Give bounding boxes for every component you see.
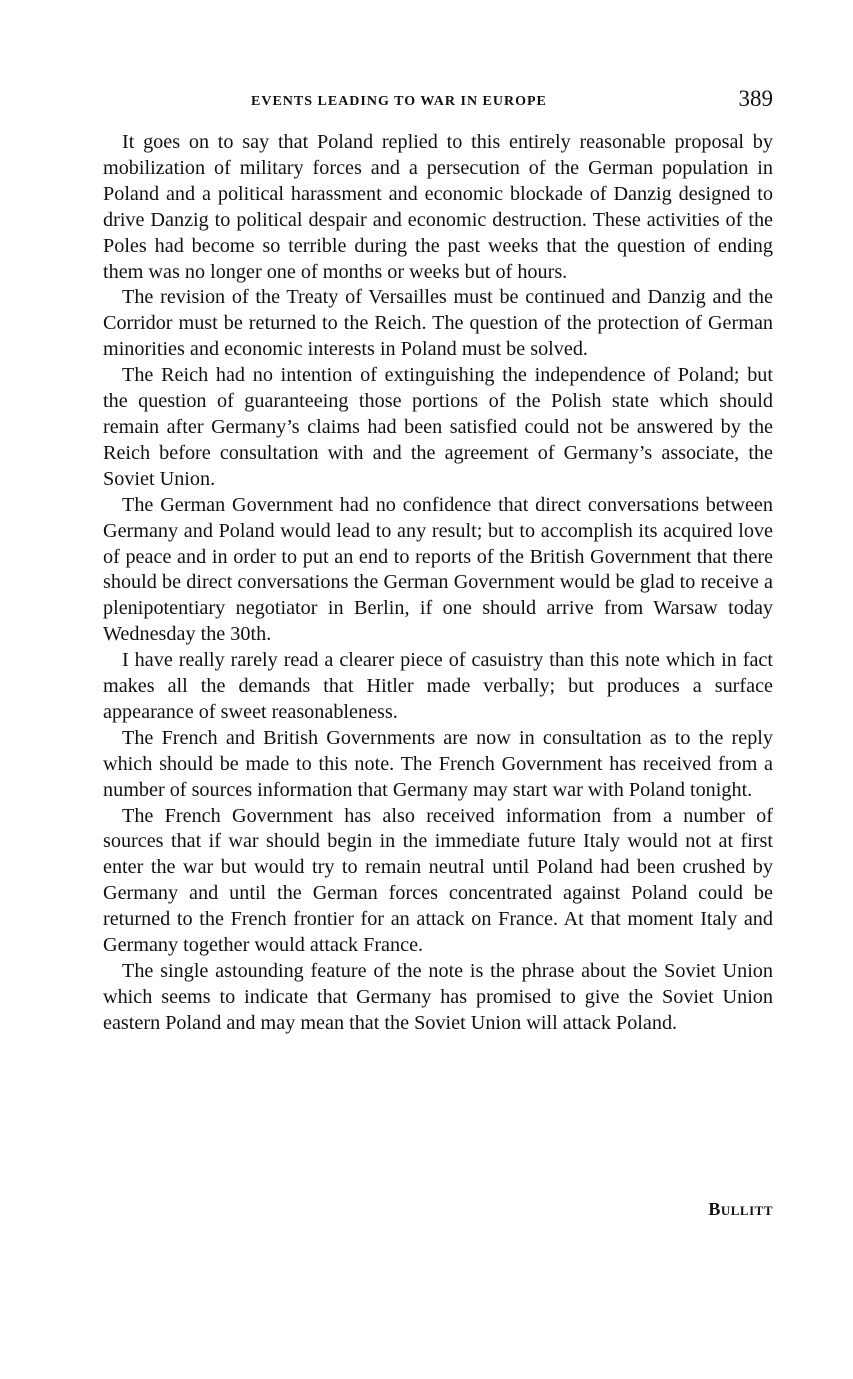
paragraph: The Reich had no intention of extinguishing the independence of Poland; but the question of guaranteeing those portions of the Polish state which should remain after Germany’s claims had been satisfied could not be answered by the Reich before consultation with and the agreement of Germany’s associate, the Soviet Union. [103, 364, 773, 490]
paragraph: The revision of the Treaty of Versailles must be continued and Danzig and the Corridor must be returned to the Reich. The question of the protection of German minorities and economic interests in Poland must be solved. [103, 286, 773, 361]
running-head [103, 86, 773, 116]
body-text [103, 130, 773, 1037]
paragraph: The French and British Governments are now in consultation as to the reply which should be made to this note. The French Government has received from a number of sources information that Germany may start war with Poland tonight. [103, 726, 773, 801]
running-title: EVENTS LEADING TO WAR IN EUROPE [251, 94, 547, 109]
page-number: 389 [738, 86, 773, 111]
signature: Bullitt [708, 1199, 773, 1219]
document-page [103, 0, 773, 1379]
paragraph: The German Government had no confidence that direct conversations between Germany and Poland would lead to any result; but to accomplish its acquired love of peace and in order to put an end to reports of the British Government that there should be direct conversations the German Government would be glad to receive a plenipotentiary negotiator in Berlin, if one should arrive from Warsaw today Wednesday the 30th. [103, 493, 773, 646]
paragraph: I have really rarely read a clearer piece of casuistry than this note which in fact makes all the demands that Hitler made verbally; but produces a surface appearance of sweet reasonableness. [103, 649, 773, 723]
paragraph: The French Government has also received information from a number of sources that if war should begin in the immediate future Italy would not at first enter the war but would try to remain neutral until Poland had been crushed by Germany and until the German forces concentrated against Poland could be returned to the French frontier for an attack on France. At that moment Italy and Germany together would attack France. [103, 804, 773, 957]
paragraph: It goes on to say that Poland replied to this entirely reasonable proposal by mobilization of military forces and a persecution of the German population in Poland and a political harassment and economic blockade of Danzig designed to drive Danzig to political despair and economic destruction. These activities of the Poles had become so terrible during the past weeks that the question of ending them was no longer one of months or weeks but of hours. [103, 131, 773, 283]
paragraph: The single astounding feature of the note is the phrase about the Soviet Union which seems to indicate that Germany has promised to give the Soviet Union eastern Poland and may mean that the Soviet Union will attack Poland. [103, 960, 773, 1034]
